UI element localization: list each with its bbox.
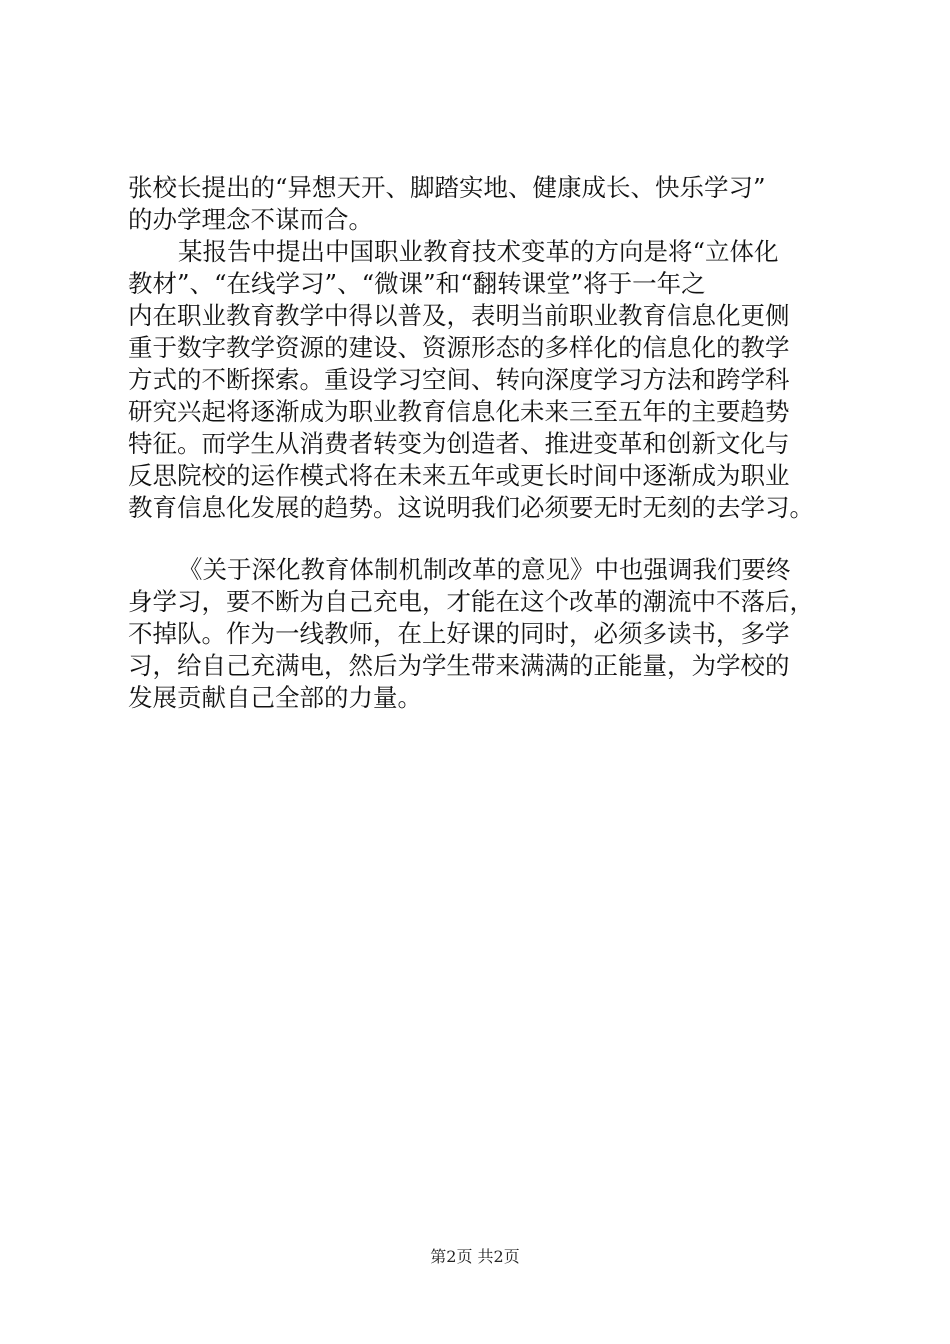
- text-line: 特征。而学生从消费者转变为创造者、推进变革和创新文化与: [128, 429, 790, 458]
- text-line: 的办学理念不谋而合。: [128, 205, 373, 234]
- text-line: 不掉队。作为一线教师，在上好课的同时，必须多读书，多学: [128, 619, 790, 648]
- document-body: [128, 172, 828, 714]
- text-line: 身学习，要不断为自己充电，才能在这个改革的潮流中不落后，: [128, 587, 814, 616]
- text-line: 反思院校的运作模式将在未来五年或更长时间中逐渐成为职业: [128, 461, 790, 490]
- text-line: 发展贡献自己全部的力量。: [128, 683, 422, 712]
- text-line: 重于数字教学资源的建设、资源形态的多样化的信息化的教学: [128, 333, 790, 362]
- page-footer: [0, 1244, 950, 1267]
- text-line: 教育信息化发展的趋势。这说明我们必须要无时无刻的去学习。: [128, 493, 814, 522]
- paragraph-1: [128, 172, 828, 236]
- text-line: 某报告中提出中国职业教育技术变革的方向是将“立体化: [178, 237, 779, 266]
- text-line: 习，给自己充满电，然后为学生带来满满的正能量，为学校的: [128, 651, 790, 680]
- text-line: 教材”、“在线学习”、“微课”和“翻转课堂”将于一年之: [128, 269, 706, 298]
- text-line: 张校长提出的“异想天开、脚踏实地、健康成长、快乐学习”: [128, 173, 766, 202]
- paragraph-spacer: [128, 524, 828, 554]
- text-line: 研究兴起将逐渐成为职业教育信息化未来三至五年的主要趋势: [128, 397, 790, 426]
- text-line: 内在职业教育教学中得以普及，表明当前职业教育信息化更侧: [128, 301, 790, 330]
- paragraph-2: [128, 236, 828, 524]
- paragraph-3: [128, 554, 828, 714]
- text-line: 《关于深化教育体制机制改革的意见》中也强调我们要终: [178, 555, 791, 584]
- text-line: 方式的不断探索。重设学习空间、转向深度学习方法和跨学科: [128, 365, 790, 394]
- page-number-label: 第2页 共2页: [430, 1247, 520, 1266]
